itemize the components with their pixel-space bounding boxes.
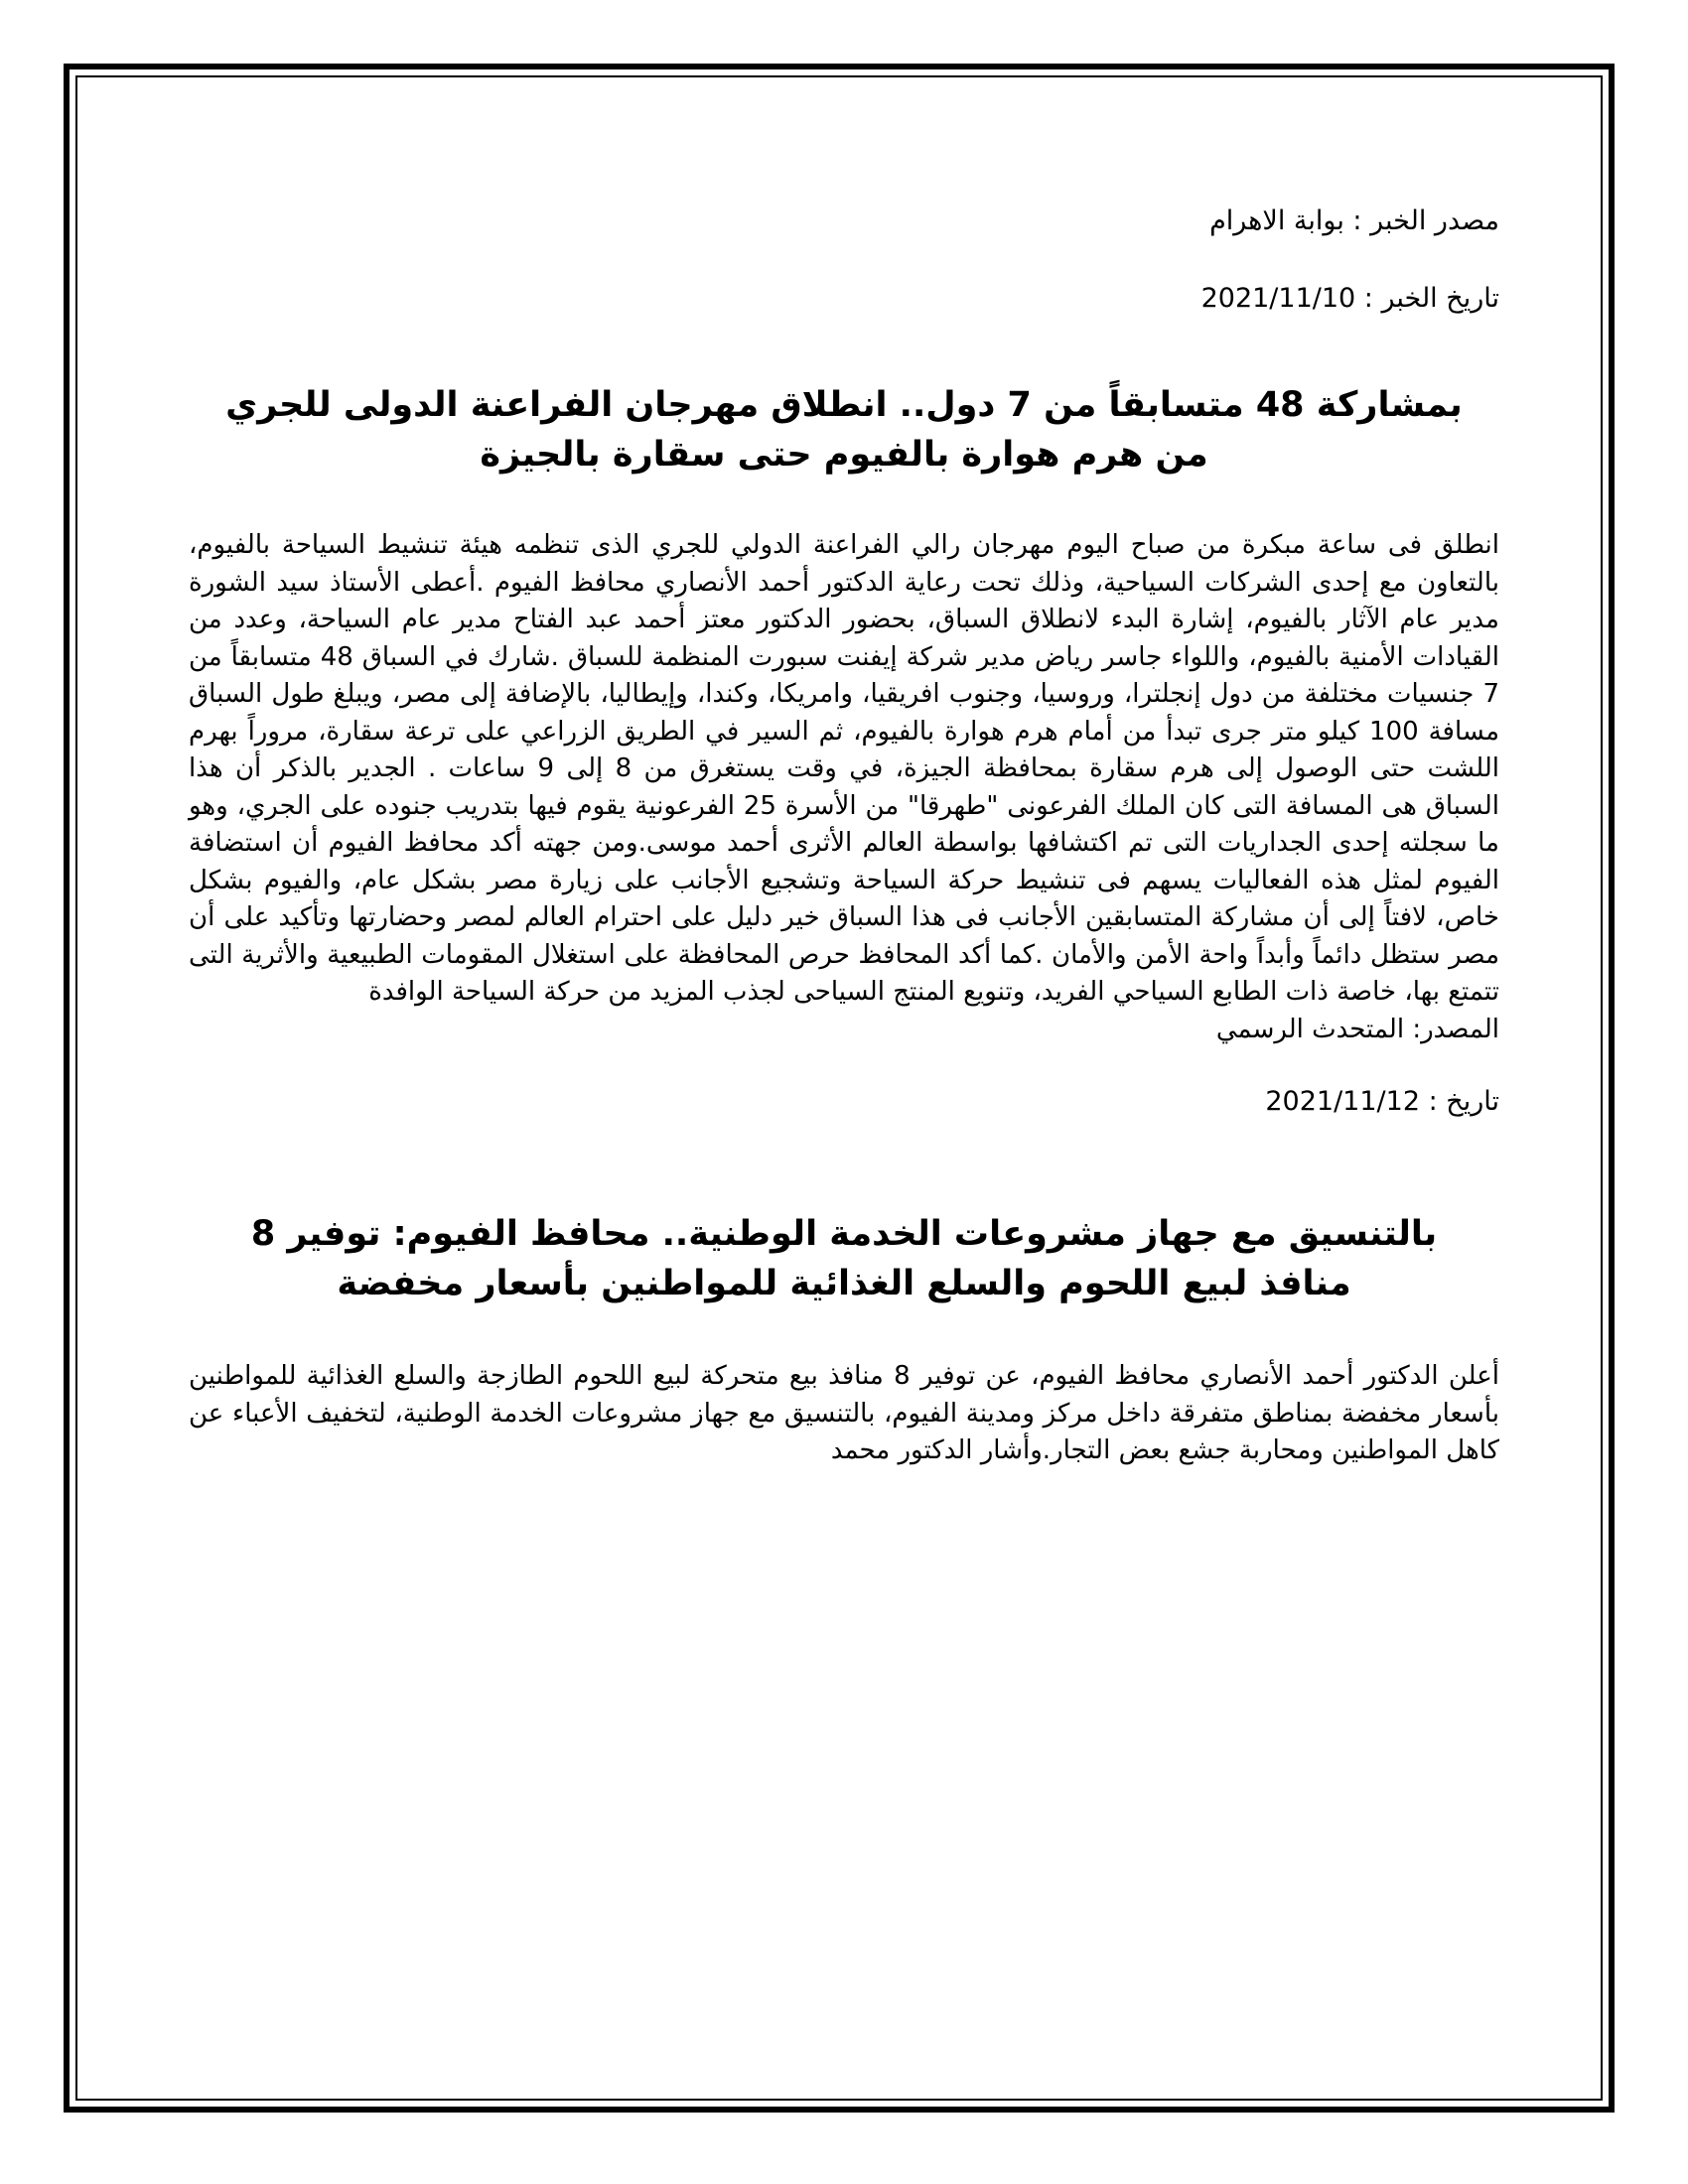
document-page <box>189 194 1499 1470</box>
article-2 <box>189 1084 1499 1470</box>
article-1-headline: بمشاركة 48 متسابقاً من 7 دول.. انطلاق مهرجان الفراعنة الدولى للجري من هرم هوارة بالفيوم حتى سقارة بالجيزة <box>225 385 1463 475</box>
article-2-date: تاريخ : 2021/11/12 <box>1265 1086 1499 1117</box>
article-2-headline: بالتنسيق مع جهاز مشروعات الخدمة الوطنية.. محافظ الفيوم: توفير 8 منافذ لبيع اللحوم والسلع الغذائية للمواطنين بأسعار مخفضة <box>250 1214 1438 1303</box>
official-source: المصدر: المتحدث الرسمي <box>1215 1014 1499 1044</box>
news-source: مصدر الخبر : بوابة الاهرام <box>1209 205 1499 236</box>
article-2-body: أعلن الدكتور أحمد الأنصاري محافظ الفيوم، عن توفير 8 منافذ بيع متحركة لبيع اللحوم الطازجة والسلع الغذائية للمواطنين بأسعار مخفضة بمناطق متفرقة داخل مركز ومدينة الفيوم، بالتنسيق مع جهاز مشروعات الخدمة الوطنية، لتخفيف الأعباء عن كاهل المواطنين ومحاربة جشع بعض التجار.وأشار الدكتور محمد <box>189 1361 1499 1465</box>
news-date: تاريخ الخبر : 2021/11/10 <box>1200 283 1499 314</box>
article-1-body: انطلق فى ساعة مبكرة من صباح اليوم مهرجان رالي الفراعنة الدولي للجري الذى تنظمه هيئة تنشيط السياحة بالفيوم، بالتعاون مع إحدى الشركات السياحية، وذلك تحت رعاية الدكتور أحمد الأنصاري محافظ الفيوم .أعطى الأستاذ سيد الشورة مدير عام الآثار بالفيوم، إشارة البدء لانطلاق السباق، بحضور الدكتور معتز أحمد عبد الفتاح مدير عام السياحة، وعدد من القيادات الأمنية بالفيوم، واللواء جاسر رياض مدير شركة إيفنت سبورت المنظمة للسباق .شارك في السباق 48 متسابقاً من 7 جنسيات مختلفة من دول إنجلترا، وروسيا، وجنوب افريقيا، وامريكا، وكندا، وإيطاليا، بالإضافة إلى مصر، ويبلغ طول السباق مسافة 100 كيلو متر جرى تبدأ من أمام هرم هوارة بالفيوم، ثم السير في الطريق الزراعي على ترعة سقارة، مروراً بهرم اللشت حتى الوصول إلى هرم سقارة بمحافظة الجيزة، في وقت يستغرق من 8 إلى 9 ساعات . الجدير بالذكر أن هذا السباق هى المسافة التى كان الملك الفرعونى "طهرقا" من الأسرة 25 الفرعونية يقوم فيها بتدريب جنوده على الجري، وهو ما سجلته إحدى الجداريات التى تم اكتشافها بواسطة العالم الأثرى أحمد موسى.ومن جهته أكد محافظ الفيوم أن استضافة الفيوم لمثل هذه الفعاليات يسهم فى تنشيط حركة السياحة وتشجيع الأجانب على زيارة مصر بشكل عام، والفيوم بشكل خاص، لافتاً إلى أن مشاركة المتسابقين الأجانب فى هذا السباق خير دليل على احترام العالم لمصر وحضارتها وتأكيد على أن مصر ستظل دائماً وأبداً واحة الأمن والأمان .كما أكد المحافظ حرص المحافظة على استغلال المقومات الطبيعية والأثرية التى تتمتع بها، خاصة ذات الطابع السياحي الفريد، وتنويع المنتج السياحى لجذب المزيد من حركة السياحة الوافدة <box>189 530 1500 1007</box>
article-1 <box>189 204 1499 1048</box>
